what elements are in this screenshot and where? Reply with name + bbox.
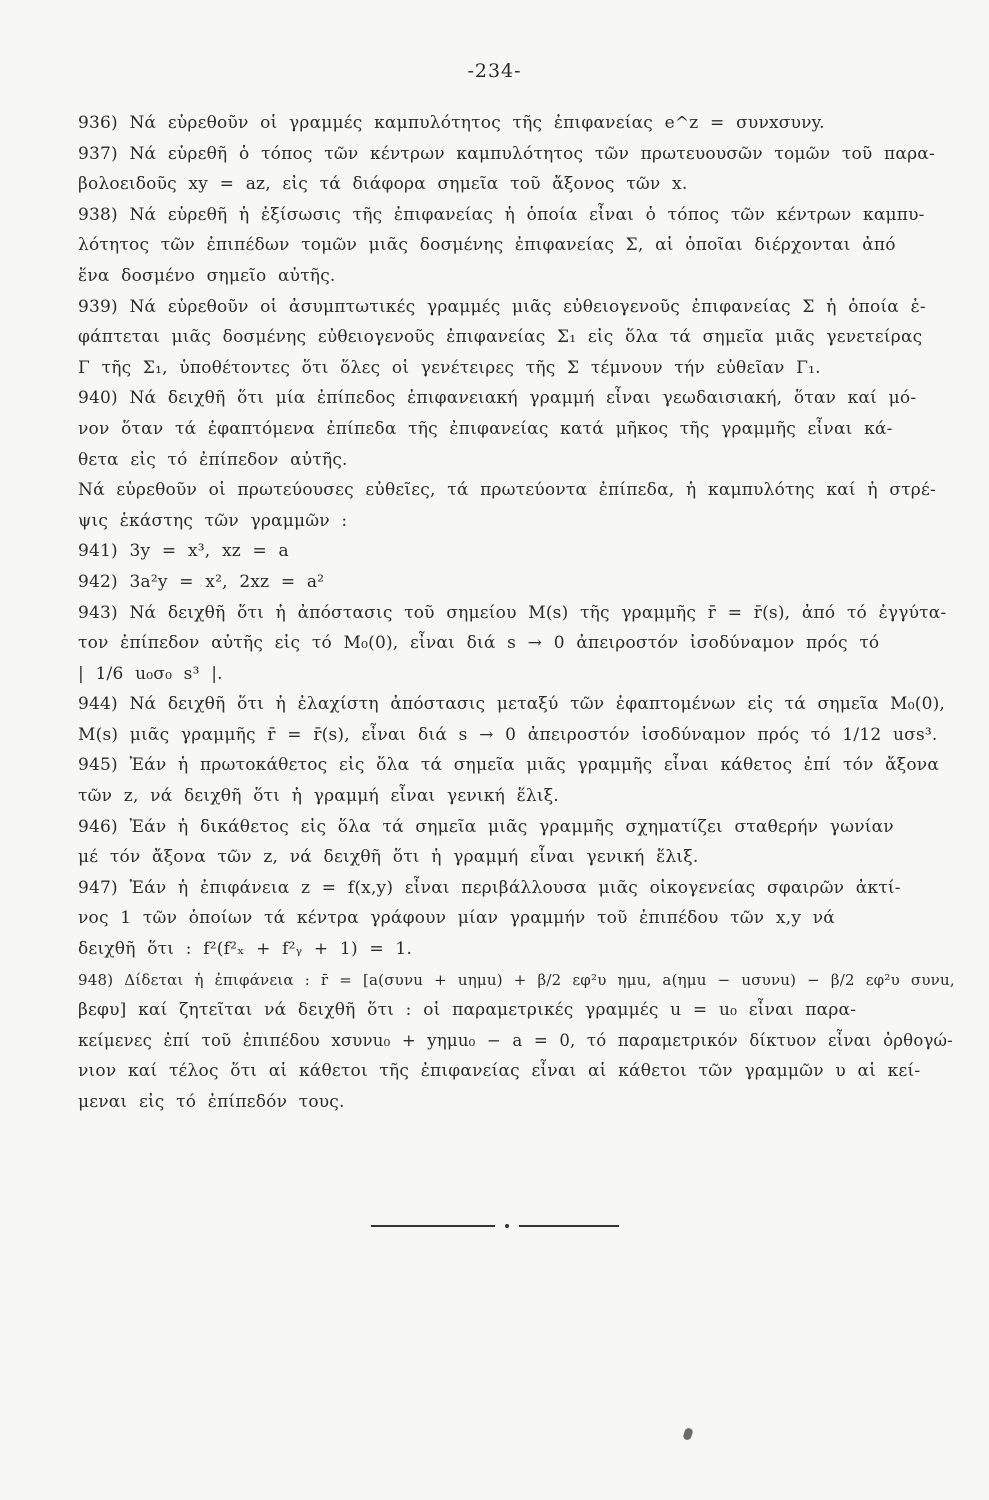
text-line: 945) Ἐάν ἡ πρωτοκάθετος εἰς ὅλα τά σημεῖα μιᾶς γραμμῆς εἶναι κάθετος ἐπί τόν ἄξονα <box>78 755 940 776</box>
page-number: -234- <box>467 60 522 82</box>
text-line: 941) 3y = x³, xz = a <box>78 541 289 562</box>
text-line: 938) Νά εὑρεθῆ ἡ ἐξίσωσις τῆς ἐπιφανείας ἡ ὁποία εἶναι ὁ τόπος τῶν κέντρων καμπυ- <box>78 204 925 225</box>
text-line: 947) Ἐάν ἡ ἐπιφάνεια z = f(x,y) εἶναι περιβάλλουσα μιᾶς οἰκογενείας σφαιρῶν ἀκτί- <box>78 877 901 898</box>
text-line: δειχθῆ ὅτι : f²(f²ₓ + f²ᵧ + 1) = 1. <box>78 939 413 960</box>
end-separator <box>0 1224 989 1228</box>
separator-dot <box>505 1224 509 1228</box>
text-line: 937) Νά εὑρεθῆ ὁ τόπος τῶν κέντρων καμπυλότητος τῶν πρωτευουσῶν τομῶν τοῦ παρα- <box>78 143 935 164</box>
text-line: 939) Νά εὑρεθοῦν οἱ ἀσυμπτωτικές γραμμές μιᾶς εὐθειογενοῦς ἐπιφανείας Σ ἡ ὁποία ἐ- <box>78 296 926 317</box>
text-line: Νά εὑρεθοῦν οἱ πρωτεύουσες εὐθεῖες, τά πρωτεύοντα ἐπίπεδα, ἡ καμπυλότης καί ἡ στρέ- <box>78 480 936 501</box>
text-line: λότητος τῶν ἐπιπέδων τομῶν μιᾶς δοσμένης ἐπιφανείας Σ, αἱ ὁποῖαι διέρχονται ἀπό <box>78 235 896 256</box>
text-line: βεφυ] καί ζητεῖται νά δειχθῆ ὅτι : οἱ παραμετρικές γραμμές u = u₀ εἶναι παρα- <box>78 1000 857 1021</box>
text-line: Γ τῆς Σ₁, ὑποθέτοντες ὅτι ὅλες οἱ γενέτειρες τῆς Σ τέμνουν τήν εὐθεῖαν Γ₁. <box>78 357 821 378</box>
text-line: μεναι εἰς τό ἐπίπεδόν τους. <box>78 1092 345 1112</box>
text-line: νος 1 τῶν ὁποίων τά κέντρα γράφουν μίαν γραμμήν τοῦ ἐπιπέδου τῶν x,y νά <box>78 908 835 929</box>
text-line: 942) 3a²y = x², 2xz = a² <box>78 571 325 592</box>
ink-spot <box>682 1427 694 1441</box>
text-line: ψις ἑκάστης τῶν γραμμῶν : <box>78 510 348 531</box>
text-line: βολοειδοῦς xy = az, εἰς τά διάφορα σημεῖα τοῦ ἄξονος τῶν x. <box>78 174 688 195</box>
text-line: κείμενες ἐπί τοῦ ἐπιπέδου xσυνu₀ + yημu₀ − a = 0, τό παραμετρικόν δίκτυον εἶναι ὀρθογώ- <box>78 1030 953 1050</box>
text-line: M(s) μιᾶς γραμμῆς r̄ = r̄(s), εἶναι διά s → 0 ἀπειροστόν ἰσοδύναμον πρός τό 1/12 uσs³. <box>78 724 938 745</box>
text-line: μέ τόν ἄξονα τῶν z, νά δειχθῆ ὅτι ἡ γραμμή εἶναι γενική ἕλιξ. <box>78 847 699 868</box>
text-line: τον ἐπίπεδον αὐτῆς εἰς τό M₀(0), εἶναι διά s → 0 ἀπειροστόν ἰσοδύναμον πρός τό <box>78 633 880 654</box>
text-line: τῶν z, νά δειχθῆ ὅτι ἡ γραμμή εἶναι γενική ἕλιξ. <box>78 786 559 807</box>
text-line: 943) Νά δειχθῆ ὅτι ἡ ἀπόστασις τοῦ σημείου M(s) τῆς γραμμῆς r̄ = r̄(s), ἀπό τό ἐγγύτα- <box>78 602 947 623</box>
text-line: φάπτεται μιᾶς δοσμένης εὐθειογενοῦς ἐπιφανείας Σ₁ εἰς ὅλα τά σημεῖα μιᾶς γενετείρας <box>78 327 923 348</box>
text-line: νον ὅταν τά ἐφαπτόμενα ἐπίπεδα τῆς ἐπιφανείας κατά μῆκος τῆς γραμμῆς εἶναι κά- <box>78 418 893 439</box>
text-line: θετα εἰς τό ἐπίπεδον αὐτῆς. <box>78 449 348 470</box>
separator-rule <box>519 1225 619 1227</box>
text-line: 940) Νά δειχθῆ ὅτι μία ἐπίπεδος ἐπιφανειακή γραμμή εἶναι γεωδαισιακή, ὅταν καί μό- <box>78 388 917 409</box>
text-line: 948) Δίδεται ἡ ἐπιφάνεια : r̄ = [a(συνu + uημu) + β/2 εφ²υ ημu, a(ημu − uσυνu) − β/2 εφ²υ συνu, <box>78 970 955 989</box>
text-line: ἕνα δοσμένο σημεῖο αὐτῆς. <box>78 265 336 286</box>
text-line: 936) Νά εὑρεθοῦν οἱ γραμμές καμπυλότητος τῆς ἐπιφανείας e^z = συνxσυνy. <box>78 113 825 133</box>
text-line: νιον καί τέλος ὅτι αἱ κάθετοι τῆς ἐπιφανείας εἶναι αἱ κάθετοι τῶν γραμμῶν υ αἱ κεί- <box>78 1061 921 1082</box>
text-line: | 1/6 u₀σ₀ s³ |. <box>78 663 223 684</box>
text-line: 946) Ἐάν ἡ δικάθετος εἰς ὅλα τά σημεῖα μιᾶς γραμμῆς σχηματίζει σταθερήν γωνίαν <box>78 816 894 837</box>
separator-rule <box>371 1225 495 1227</box>
text-line: 944) Νά δειχθῆ ὅτι ἡ ἐλαχίστη ἀπόστασις μεταξύ τῶν ἐφαπτομένων εἰς τά σημεῖα M₀(0), <box>78 694 946 715</box>
exercise-text <box>78 108 958 1118</box>
